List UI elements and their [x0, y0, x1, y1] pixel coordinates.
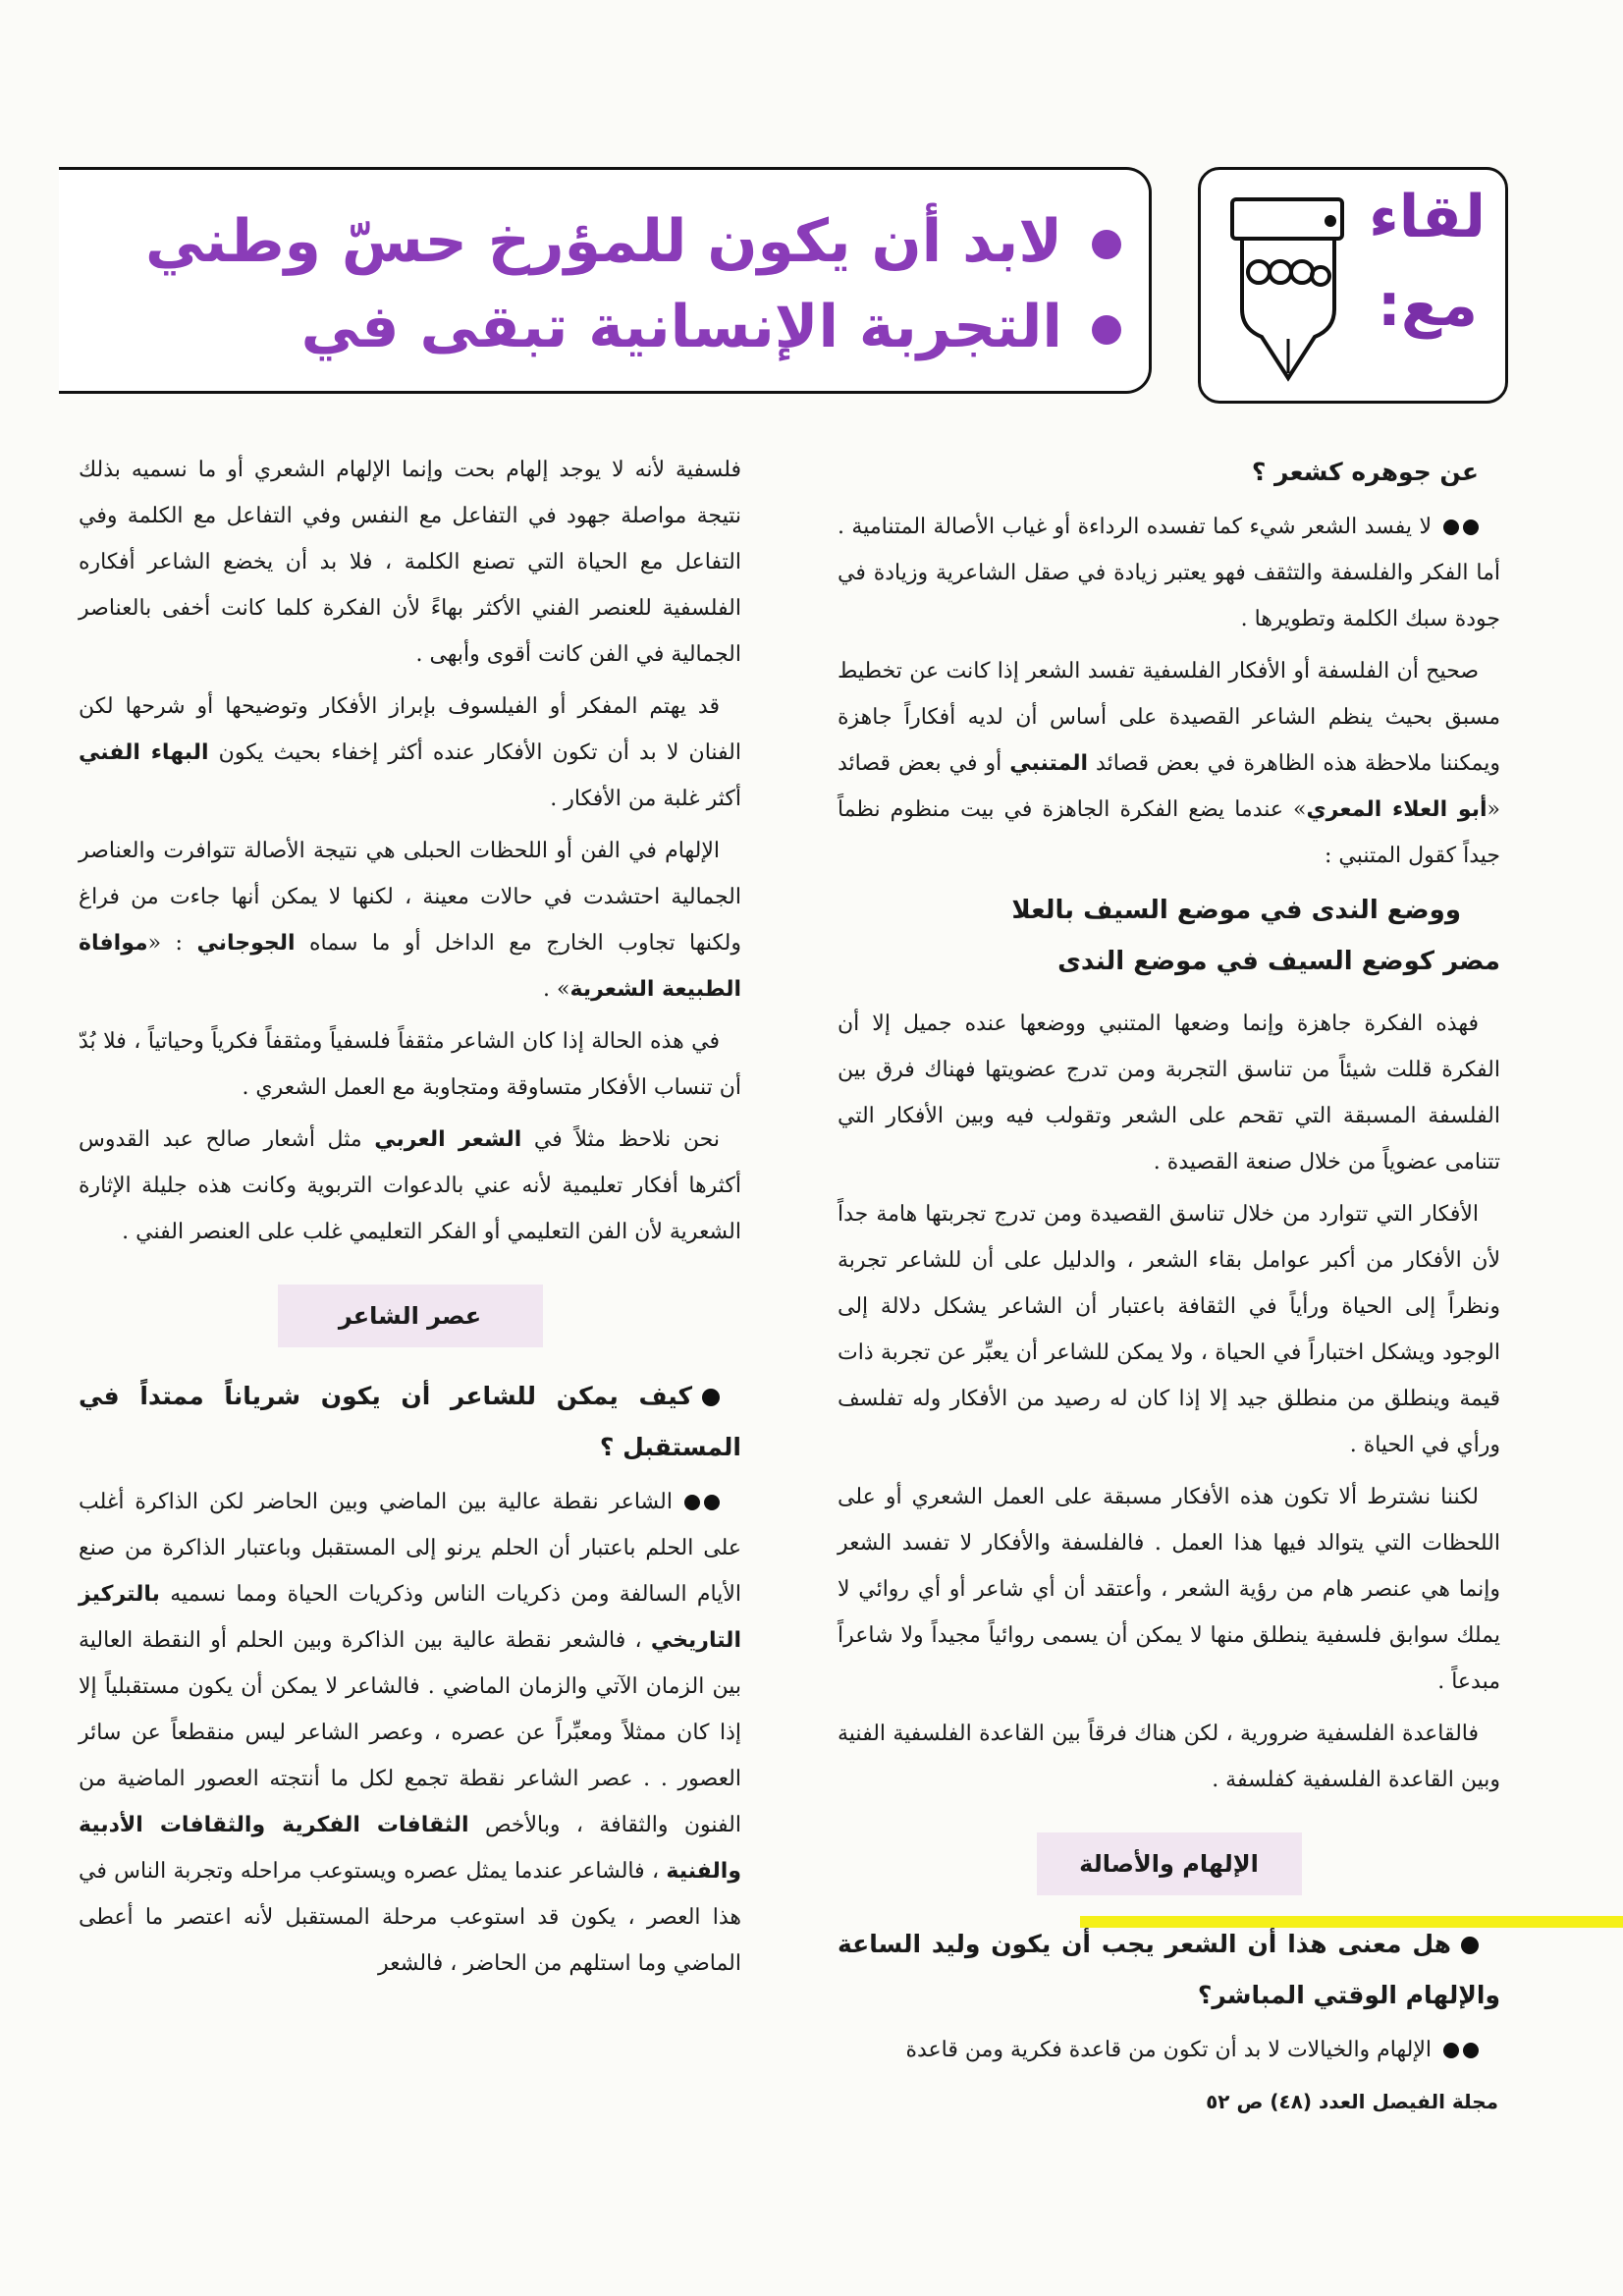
- paragraph: الأفكار التي تتوارد من خلال تناسق القصيدة ومن تدرج تجربتها هامة جداً لأن الأفكار من أكبر عوامل بقاء الشعر ، والدليل على أن للشاعر تجربة ونظراً إلى الحياة ورأياً في الثقافة باعتبار أن الشاعر يشكل دلالة إلى الوجود ويشكل اختباراً في الحياة ، ولا يمكن للشاعر أن يعبِّر عن تجربة ذات قيمة وينطلق من منطلق جيد إلا إذا كان له رصيد من الأفكار وله تفلسف ورأي في الحياة .: [838, 1202, 1500, 1457]
- paragraph-text: لا يفسد الشعر شيء كما تفسده الرداءة أو غياب الأصالة المتنامية . أما الفكر والفلسفة والتثقف فهو يعتبر زيادة في صقل الشاعرية وزيادة في جودة سبك الكلمة وتطويرها .: [838, 515, 1500, 631]
- bullet-icon: [1092, 315, 1121, 345]
- paragraph: [79, 683, 741, 822]
- headline-box: [59, 167, 1152, 394]
- paragraph: فهذه الفكرة جاهزة وإنما وضعها المتنبي ووضعها عنده جميل إلا أن الفكرة قللت شيئاً من تناسق التجربة ومن تدرج عضويتها فهناك فرق بين الفلسفة المسبقة التي تقحم على الشعر وتقولب فيه وبين الأفكار التي تتنامى عضوياً من خلال صنعة القصيدة .: [838, 1011, 1500, 1175]
- headline-text-2: التجربة الإنسانية تبقى في: [300, 293, 1062, 361]
- bold-term: الجوجاني: [196, 931, 296, 956]
- paragraph: لكننا نشترط ألا تكون هذه الأفكار مسبقة على العمل الشعري أو على اللحظات التي يتوالد فيها هذا العمل . فالفلسفة والأفكار لا تفسد الشعر وإنما هي عنصر هام من رؤية الشعر ، وأعتقد أن أي شاعر أو أي روائي لا يملك سوابق فلسفية ينطلق منها لا يمكن أن يسمى روائياً مجيداً ولا شاعراً مبدعاً .: [838, 1485, 1500, 1694]
- right-column: [838, 447, 1500, 2079]
- paragraph-text: ، فالشاعر عندما يمثل عصره ويستوعب مراحله وتجربة الناس في هذا العصر ، يكون قد استوعب مرحلة المستقبل لأنه اعتصر ما أعطى الماضي وما استلهم من الحاضر ، فالشعر: [79, 1859, 741, 1976]
- question-heading: [79, 1371, 741, 1473]
- paragraph: [838, 2027, 1500, 2073]
- paragraph-text: الإلهام والخيالات لا بد أن تكون من قاعدة فكرية ومن قاعدة: [905, 2038, 1432, 2062]
- bold-term: المتنبي: [1009, 751, 1089, 776]
- paragraph: فلسفية لأنه لا يوجد إلهام بحت وإنما الإلهام الشعري أو ما نسميه بذلك نتيجة مواصلة جهود في التفاعل مع النفس وفي التفاعل مع الكلمة وفي التفاعل مع الحياة التي تصنع الكلمة ، فلا بد أن يخضع الشاعر أفكاره الفلسفية للعنصر الفني الأكثر بهاءً لأن الفكرة كلما كانت أخفى بالعناصر الجمالية في الفن كانت أقوى وأبهى .: [79, 458, 741, 667]
- left-column: [79, 447, 741, 1993]
- bold-term: موافاة الطبيعة الشعرية: [79, 931, 741, 1002]
- paragraph-text: نحن نلاحظ مثلاً في: [533, 1127, 721, 1152]
- question-heading: [838, 1919, 1500, 2021]
- question-heading: عن جوهره كشعر ؟: [1251, 458, 1479, 486]
- highlighter-mark: [1080, 1916, 1623, 1928]
- paragraph-text: أو في بعض قصائد «: [838, 751, 1500, 822]
- hand-pen-icon: [1215, 191, 1362, 383]
- logo-line-1: لقاء: [1369, 183, 1486, 251]
- section-subheading: الإلهام والأصالة: [1037, 1832, 1302, 1895]
- bold-term: الشعر العربي: [374, 1127, 522, 1152]
- paragraph: [838, 504, 1500, 642]
- bold-term: الثقافات الفكرية والثقافات الأدبية والفنية: [79, 1813, 741, 1884]
- paragraph: [79, 1117, 741, 1255]
- poem-verse: [838, 885, 1500, 987]
- section-subheading: عصر الشاعر: [278, 1285, 543, 1347]
- headline-line-1: [145, 207, 1121, 276]
- paragraph: [79, 1479, 741, 1987]
- paragraph: فالقاعدة الفلسفية ضرورية ، لكن هناك فرقاً بين القاعدة الفلسفية الفنية وبين القاعدة الفلسفية كفلسفة .: [838, 1722, 1500, 1792]
- bullet-icon: [1092, 230, 1121, 259]
- bold-term: بالتركيز التاريخي: [79, 1582, 741, 1653]
- paragraph: في هذه الحالة إذا كان الشاعر مثقفاً فلسفياً ومثقفاً فكرياً وحياتياً ، فلا بُدّ أن تنساب الأفكار متساوقة ومتجاوبة مع العمل الشعري .: [79, 1029, 741, 1100]
- paragraph: [79, 828, 741, 1012]
- verse-line-1: ووضع الندى في موضع السيف بالعلا: [1011, 896, 1461, 925]
- paragraph-text: : «: [147, 931, 183, 956]
- paragraph: [838, 648, 1500, 879]
- double-dot-icon: [1439, 2043, 1479, 2058]
- paragraph-text: مثل أشعار صالح عبد القدوس أكثرها أفكار تعليمية لأنه عني بالدعوات التربوية وكانت هذه جليلة الإثارة الشعرية لأن الفن التعليمي أو الفكر التعليمي غلب على العنصر الفني .: [79, 1127, 741, 1244]
- verse-line-2: مضر كوضع السيف في موضع الندى: [1057, 947, 1500, 976]
- headline-text-1: لابد أن يكون للمؤرخ حسّ وطني: [144, 207, 1062, 276]
- bullet-icon: [1461, 1937, 1479, 1954]
- logo-line-2: مع:: [1377, 271, 1478, 340]
- paragraph-text: الشاعر نقطة عالية بين الماضي وبين الحاضر لكن الذاكرة أغلب على الحلم باعتبار أن الحلم يرنو إلى المستقبل وباعتبار الذاكرة من صنع الأيام السالفة ومن ذكريات الناس وذكريات الحياة ومما نسميه: [79, 1490, 741, 1607]
- bold-term: البهاء الفني: [79, 740, 209, 765]
- paragraph-text: » .: [543, 977, 570, 1002]
- double-dot-icon: [680, 1495, 720, 1510]
- page-footer: مجلة الفيصل العدد (٤٨) ص ٥٢: [1206, 2090, 1498, 2113]
- paragraph-text: ، فالشعر نقطة عالية بين الذاكرة وبين الحلم أو النقطة العالية بين الزمان الآتي والزمان الماضي . فالشاعر لا يمكن أن يكون مستقبلياً إلا إذا كان ممثلاً ومعبِّراً عن عصره ، وعصر الشاعر ليس منقطعاً عن سائر العصور . . عصر الشاعر نقطة تجمع لكل ما أنتجته العصور الماضية من الفنون والثقافة ، وبالأخص: [79, 1628, 741, 1837]
- headline-line-2: [301, 293, 1121, 361]
- question-text: هل معنى هذا أن الشعر يجب أن يكون وليد الساعة والإلهام الوقتي المباشر؟: [838, 1930, 1500, 2009]
- paragraph-text: الإلهام في الفن أو اللحظات الحبلى هي نتيجة الأصالة تتوافرت والعناصر الجمالية احتشدت في حالات معينة ، لكنها لا يمكن أنها جاءت من فراغ ولكنها تجاوب الخارج مع الداخل أو ما سماه: [79, 839, 742, 956]
- bold-term: أبو العلاء المعري: [1306, 797, 1488, 822]
- bullet-icon: [702, 1389, 720, 1406]
- double-dot-icon: [1439, 519, 1479, 535]
- paragraph-text: صحيح أن الفلسفة أو الأفكار الفلسفية تفسد الشعر إذا كانت عن تخطيط مسبق بحيث ينظم الشاعر القصيدة على أساس أن لديه أفكاراً جاهزة ويمكننا ملاحظة هذه الظاهرة في بعض قصائد: [838, 659, 1500, 776]
- paragraph-text: أكثر غلبة من الأفكار .: [550, 787, 741, 811]
- question-text: كيف يمكن للشاعر أن يكون شرياناً ممتداً في المستقبل ؟: [79, 1382, 741, 1461]
- paragraph-text: » عندما يضع الفكرة الجاهزة في بيت منظوم نظماً جيداً كقول المتنبي :: [838, 797, 1500, 868]
- section-logo: [1198, 167, 1508, 404]
- paragraph-text: قد يهتم المفكر أو الفيلسوف بإبراز الأفكار وتوضيحها أو شرحها لكن الفنان لا بد أن تكون الأفكار عنده أكثر إخفاء بحيث يكون: [79, 694, 741, 765]
